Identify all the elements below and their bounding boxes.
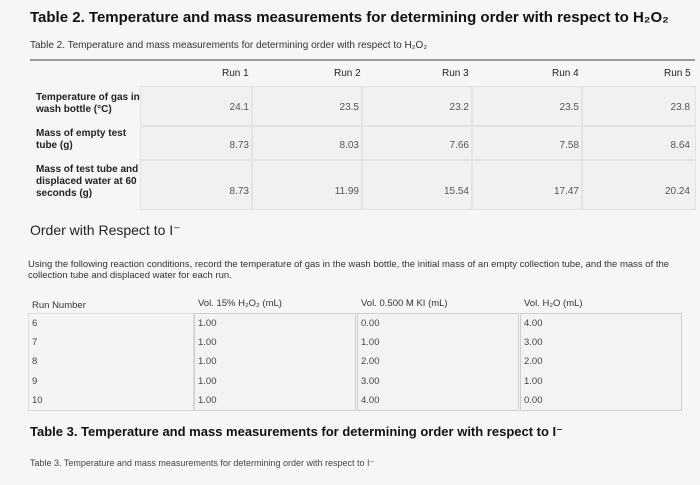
table2-cell: 8.73 xyxy=(229,186,249,197)
table2-cell: 24.1 xyxy=(229,102,249,113)
order-heading: Order with Respect to I⁻ xyxy=(30,222,181,238)
table2-col-run3: Run 3 xyxy=(442,68,469,79)
run-number: 10 xyxy=(32,395,43,406)
table2-cell: 23.2 xyxy=(449,102,469,113)
h2o2-volume: 1.00 xyxy=(198,376,217,387)
table2-cell: 23.8 xyxy=(670,102,690,113)
table2-col-run5: Run 5 xyxy=(664,68,691,79)
table2-cell: 20.24 xyxy=(664,186,690,197)
table2-row-label-displaced-mass: Mass of test tube and displaced water at 60 seconds (g) xyxy=(36,164,139,199)
water-volume: 3.00 xyxy=(524,337,543,348)
table2-col-run4: Run 4 xyxy=(552,68,579,79)
ki-volume: 4.00 xyxy=(361,395,380,406)
h2o2-volume: 1.00 xyxy=(198,395,217,406)
h2o2-column xyxy=(194,313,356,411)
table2-cell: 23.5 xyxy=(559,102,579,113)
h2o2-volume: 1.00 xyxy=(198,337,217,348)
water-column xyxy=(520,313,682,411)
table2-cell: 8.73 xyxy=(229,140,249,151)
ki-volume: 0.00 xyxy=(361,318,380,329)
table2-cell: 7.66 xyxy=(449,140,469,151)
table2-row-label-empty-mass: Mass of empty test tube (g) xyxy=(36,128,127,151)
run-number: 6 xyxy=(32,318,38,329)
table2-col-run1: Run 1 xyxy=(222,68,249,79)
run-number-column xyxy=(28,313,194,411)
cell-box xyxy=(140,160,252,210)
runs-header-h2o2: Vol. 15% H₂O₂ (mL) xyxy=(198,298,282,309)
table2-row-label-temperature: Temperature of gas in wash bottle (°C) xyxy=(36,92,140,115)
ki-volume: 1.00 xyxy=(361,337,380,348)
runs-header-water: Vol. H₂O (mL) xyxy=(524,298,583,309)
h2o2-volume: 1.00 xyxy=(198,356,217,367)
water-volume: 0.00 xyxy=(524,395,543,406)
table3-caption: Table 3. Temperature and mass measurements for determining order with respect to I⁻ xyxy=(30,458,375,468)
runs-header-run-number: Run Number xyxy=(32,300,86,311)
table2-cell: 15.54 xyxy=(443,186,469,197)
table2-cell: 8.64 xyxy=(670,140,690,151)
ki-column xyxy=(357,313,519,411)
table2-cell: 17.47 xyxy=(553,186,579,197)
run-number: 7 xyxy=(32,337,38,348)
instructions-text: Using the following reaction conditions, record the temperature of gas in the wash bottle, the initial mass of an empty collection tube, and the mass of the collection tube and displaced water for each run. xyxy=(28,259,670,281)
run-number: 9 xyxy=(32,376,38,387)
table3-heading: Table 3. Temperature and mass measurements for determining order with respect to I⁻ xyxy=(30,424,564,439)
water-volume: 4.00 xyxy=(524,318,543,329)
table2-cell: 7.58 xyxy=(559,140,579,151)
table2-cell: 23.5 xyxy=(339,102,359,113)
table2-caption: Table 2. Temperature and mass measurements for determining order with respect to H₂O₂ xyxy=(30,40,428,51)
h2o2-volume: 1.00 xyxy=(198,318,217,329)
cell-box xyxy=(362,160,472,210)
table2-cell: 8.03 xyxy=(339,140,359,151)
table2-cell: 11.99 xyxy=(334,186,359,197)
table2-heading: Table 2. Temperature and mass measurements for determining order with respect to H₂O₂ xyxy=(30,9,669,26)
runs-header-ki: Vol. 0.500 M KI (mL) xyxy=(361,298,448,309)
ki-volume: 3.00 xyxy=(361,376,380,387)
water-volume: 2.00 xyxy=(524,356,543,367)
table2-col-run2: Run 2 xyxy=(334,68,361,79)
cell-box xyxy=(472,160,582,210)
cell-box xyxy=(252,160,362,210)
runs-table xyxy=(28,294,700,409)
run-number: 8 xyxy=(32,356,38,367)
ki-volume: 2.00 xyxy=(361,356,380,367)
table2 xyxy=(30,59,695,211)
cell-box xyxy=(582,160,696,210)
water-volume: 1.00 xyxy=(524,376,543,387)
